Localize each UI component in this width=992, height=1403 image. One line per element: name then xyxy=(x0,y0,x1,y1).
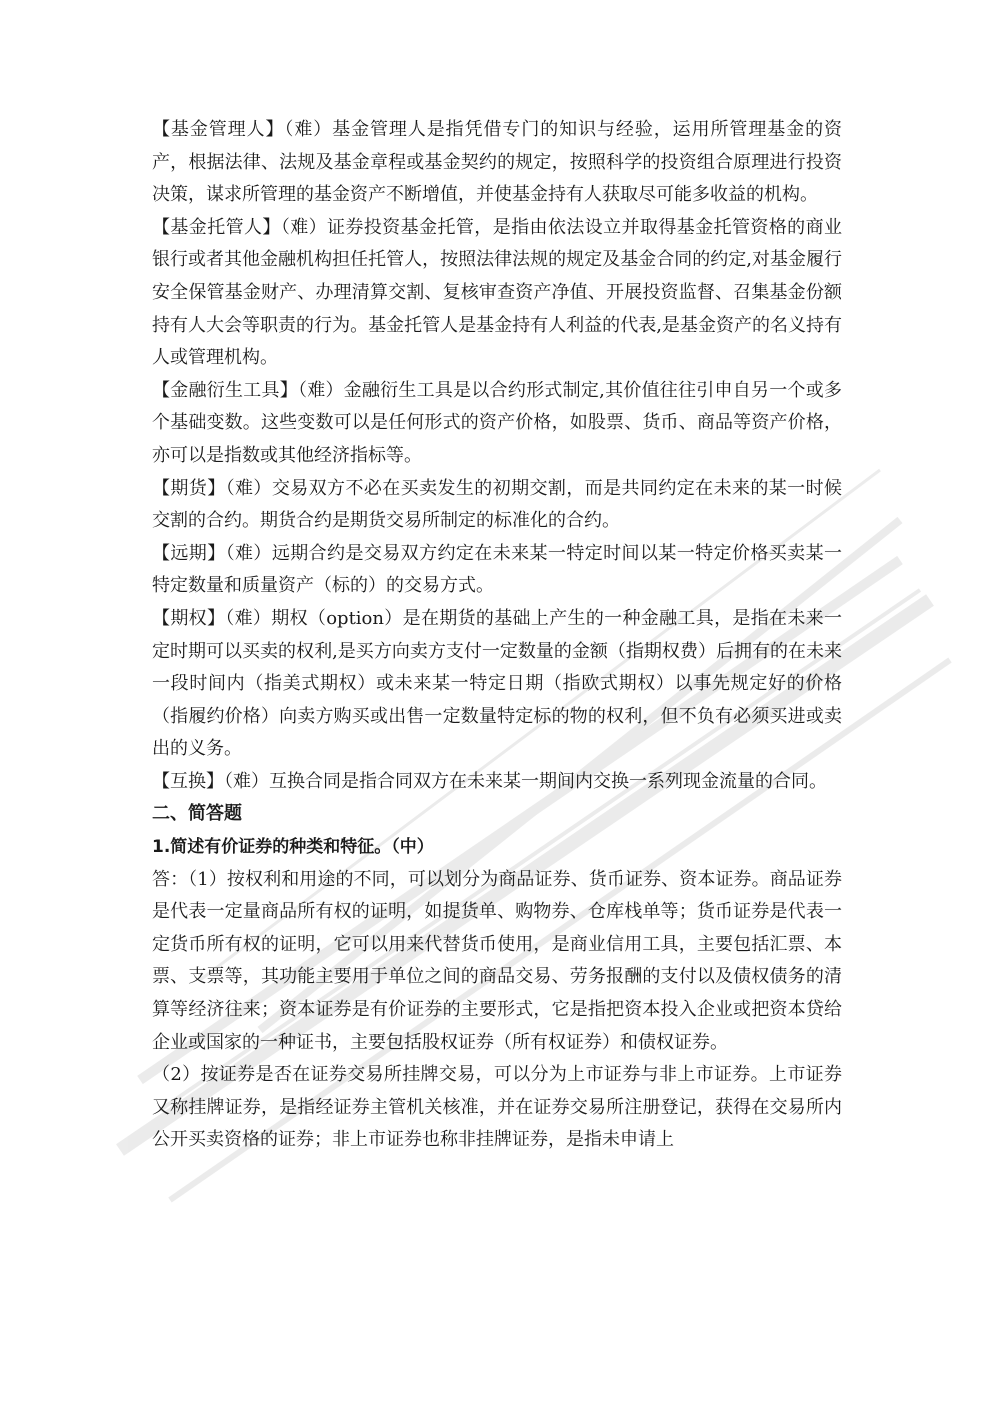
answer-paragraph: （2）按证券是否在证券交易所挂牌交易，可以分为上市证券与非上市证券。上市证券又称挂牌证券，是指经证券主管机关核准，并在证券交易所注册登记，获得在交易所内公开买卖资格的证券；非上市证券也称非挂牌证券，是指未申请上 xyxy=(152,1064,842,1151)
question-title: 1.简述有价证券的种类和特征。（中） xyxy=(152,837,434,858)
term-fund-manager: 【基金管理人】（难）基金管理人是指凭借专门的知识与经验，运用所管理基金的资产，根据法律、法规及基金章程或基金契约的规定，按照科学的投资组合原理进行投资决策，谋求所管理的基金资产不断增值，并使基金持有人获取尽可能多收益的机构。 xyxy=(152,119,842,206)
document-page xyxy=(152,114,842,1157)
term-fund-custodian: 【基金托管人】（难）证券投资基金托管，是指由依法设立并取得基金托管资格的商业银行或者其他金融机构担任托管人，按照法律法规的规定及基金合同的约定,对基金履行安全保管基金财产、办理清算交割、复核审查资产净值、开展投资监督、召集基金份额持有人大会等职责的行为。基金托管人是基金持有人利益的代表,是基金资产的名义持有人或管理机构。 xyxy=(152,216,842,369)
section-heading: 二、简答题 xyxy=(152,803,242,825)
term-financial-derivatives: 【金融衍生工具】（难）金融衍生工具是以合约形式制定,其价值往往引申自另一个或多个基础变数。这些变数可以是任何形式的资产价格，如股票、货币、商品等资产价格，亦可以是指数或其他经济指标等。 xyxy=(152,379,842,466)
answer-paragraph: 答：（1）按权利和用途的不同，可以划分为商品证券、货币证券、资本证券。商品证券是代表一定量商品所有权的证明，如提货单、购物券、仓库栈单等；货币证券是代表一定货币所有权的证明，它可以用来代替货币使用，是商业信用工具，主要包括汇票、本票、支票等，其功能主要用于单位之间的商品交易、劳务报酬的支付以及债权债务的清算等经济往来；资本证券是有价证券的主要形式，它是指把资本投入企业或把资本贷给企业或国家的一种证书，主要包括股权证券（所有权证券）和债权证券。 xyxy=(152,868,842,1053)
term-futures: 【期货】（难）交易双方不必在买卖发生的初期交割，而是共同约定在未来的某一时候交割的合约。期货合约是期货交易所制定的标准化的合约。 xyxy=(152,477,842,532)
term-swaps: 【互换】（难）互换合同是指合同双方在未来某一期间内交换一系列现金流量的合同。 xyxy=(152,770,827,792)
term-forwards: 【远期】（难）远期合约是交易双方约定在未来某一特定时间以某一特定价格买卖某一特定数量和质量资产（标的）的交易方式。 xyxy=(152,542,842,597)
term-options: 【期权】（难）期权（option）是在期货的基础上产生的一种金融工具，是指在未来一定时期可以买卖的权利,是买方向卖方支付一定数量的金额（指期权费）后拥有的在未来一段时间内（指美式期权）或未来某一特定日期（指欧式期权）以事先规定好的价格（指履约价格）向卖方购买或出售一定数量特定标的物的权利，但不负有必须买进或卖出的义务。 xyxy=(152,607,842,760)
